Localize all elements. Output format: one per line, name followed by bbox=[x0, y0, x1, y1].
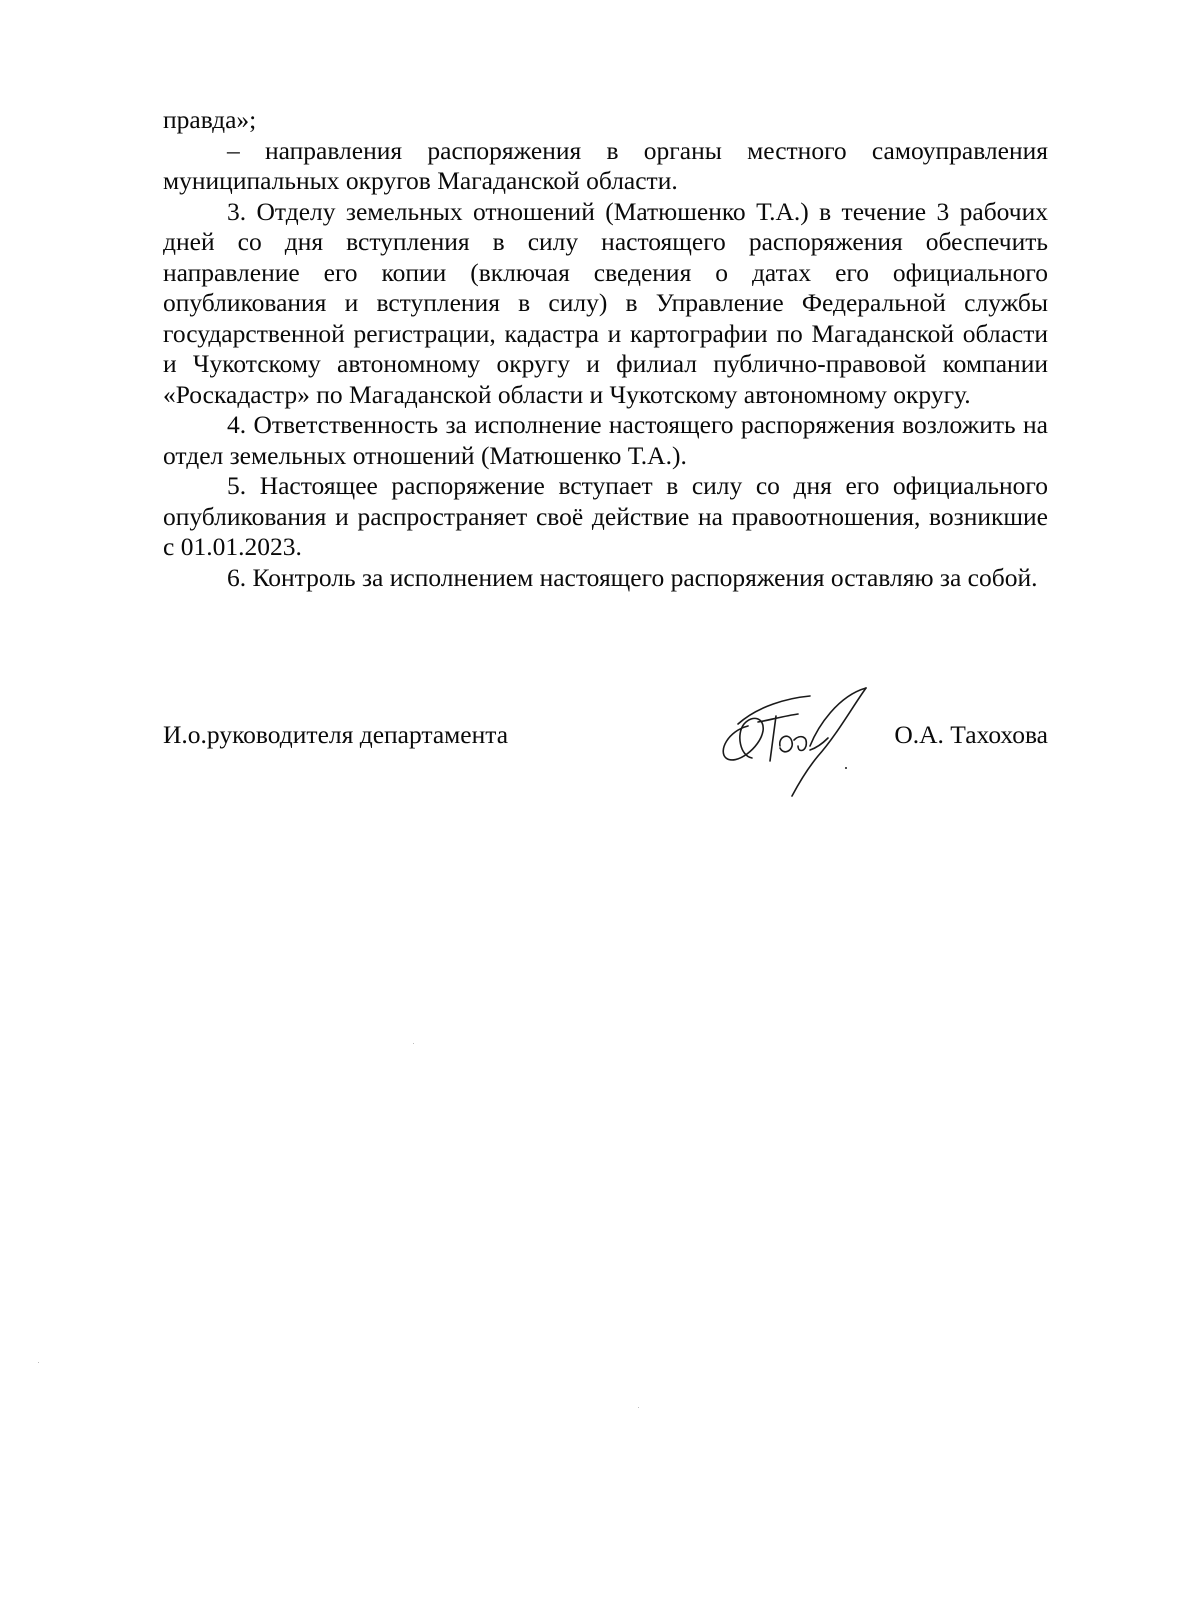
scan-speck bbox=[638, 1407, 639, 1408]
signature-block bbox=[163, 720, 1048, 760]
paragraph-item-6: 6. Контроль за исполнением настоящего распоряжения оставляю за собой. bbox=[227, 562, 1038, 592]
paragraph-dash-item: – направления распоряжения в органы местного самоуправления муниципальных округов Магаданской области. bbox=[163, 135, 1048, 195]
handwritten-signature bbox=[718, 686, 868, 801]
scan-speck bbox=[413, 1043, 414, 1044]
paragraph-item-4: 4. Ответственность за исполнение настоящего распоряжения возложить на отдел земельных отношений (Матюшенко Т.А.). bbox=[163, 410, 1048, 470]
paragraph-continuation: правда»; bbox=[163, 105, 257, 134]
paragraph-item-5: 5. Настоящее распоряжение вступает в силу со дня его официального опубликования и распространяет своё действие на правоотношения, возникшие с 01.01.2023. bbox=[163, 471, 1048, 561]
document-body bbox=[163, 105, 1048, 593]
signatory-name: О.А. Тахохова bbox=[894, 720, 1048, 749]
signatory-position: И.о.руководителя департамента bbox=[163, 720, 509, 749]
paragraph-item-3: 3. Отделу земельных отношений (Матюшенко Т.А.) в течение 3 рабочих дней со дня вступления в силу настоящего распоряжения обеспечить направление его копии (включая сведения о датах его официального опубликования и вступления в силу) в Управление Федеральной службы государственной регистрации, кадастра и картографии по Магаданской области и Чукотскому автономному округу и филиал публично-правовой компании «Роскадастр» по Магаданской области и Чукотскому автономному округу. bbox=[163, 196, 1048, 409]
scan-speck bbox=[38, 1362, 39, 1363]
